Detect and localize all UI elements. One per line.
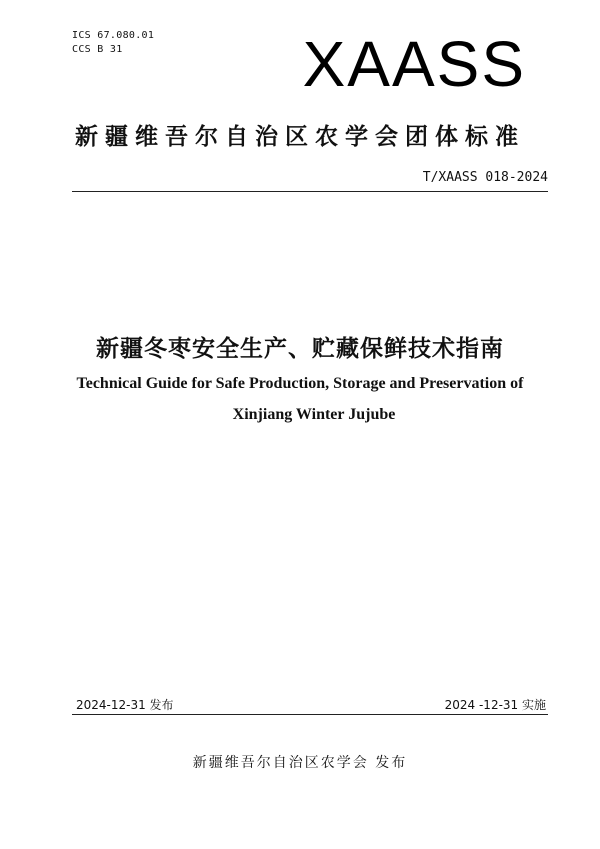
footer-divider: [72, 714, 548, 715]
ics-code: ICS 67.080.01: [72, 30, 155, 41]
ccs-code: CCS B 31: [72, 44, 123, 55]
association-logo-text: XAASS: [302, 28, 526, 100]
document-title-en-line1: Technical Guide for Safe Production, Storage and Preservation of: [76, 375, 524, 392]
issue-date: 2024-12-31 发布: [76, 698, 174, 712]
publisher-line: 新疆维吾尔自治区农学会 发布: [192, 755, 408, 771]
header-divider: [72, 191, 548, 192]
org-standard-header: 新疆维吾尔自治区农学会团体标准: [75, 124, 525, 150]
document-title-zh: 新疆冬枣安全生产、贮藏保鲜技术指南: [96, 336, 504, 362]
document-title-en-line2: Xinjiang Winter Jujube: [232, 406, 396, 423]
standard-number: T/XAASS 018-2024: [422, 170, 548, 185]
implementation-date: 2024 -12-31 实施: [444, 698, 546, 712]
